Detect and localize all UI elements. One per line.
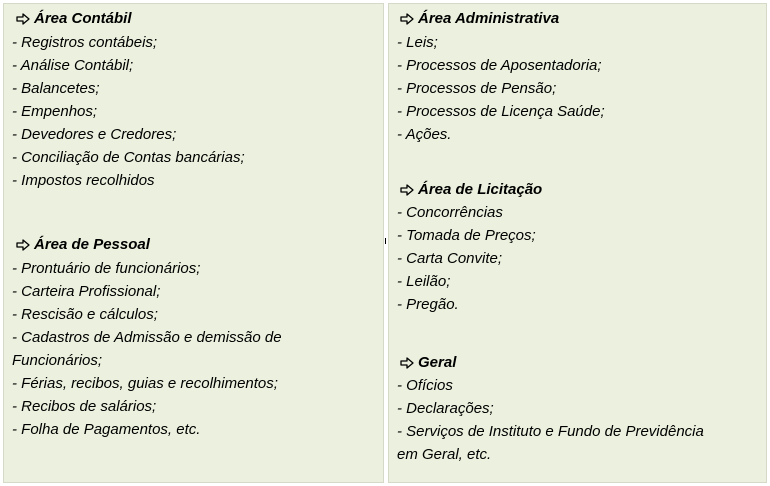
list-item: - Leilão; — [397, 273, 451, 290]
section-title: Área Administrativa — [418, 10, 560, 27]
section-heading — [400, 181, 542, 199]
list-item: - Prontuário de funcionários; — [12, 260, 201, 277]
list-item: - Ações. — [397, 126, 452, 143]
section-heading — [400, 354, 456, 372]
list-item: - Devedores e Credores; — [12, 126, 177, 143]
list-item: - Declarações; — [397, 400, 494, 417]
list-item: em Geral, etc. — [397, 446, 492, 463]
list-item: - Tomada de Preços; — [397, 227, 536, 244]
list-item: - Impostos recolhidos — [12, 172, 155, 189]
list-item: - Rescisão e cálculos; — [12, 306, 158, 323]
list-item: - Carta Convite; — [397, 250, 503, 267]
section-title: Geral — [418, 354, 457, 371]
list-item: - Ofícios — [397, 377, 453, 394]
list-item: - Folha de Pagamentos, etc. — [12, 421, 201, 438]
list-item: Funcionários; — [12, 352, 103, 369]
section-title: Área de Pessoal — [34, 236, 150, 253]
section-heading — [16, 236, 150, 254]
list-item: - Férias, recibos, guias e recolhimentos; — [12, 375, 278, 392]
arrow-right-icon — [400, 354, 418, 372]
arrow-right-icon — [400, 10, 418, 28]
list-item: - Leis; — [397, 34, 438, 51]
list-item: - Processos de Pensão; — [397, 80, 557, 97]
list-item: - Conciliação de Contas bancárias; — [12, 149, 245, 166]
list-item: - Balancetes; — [12, 80, 100, 97]
arrow-right-icon — [16, 236, 34, 254]
list-item: - Processos de Licença Saúde; — [397, 103, 605, 120]
list-item: - Empenhos; — [12, 103, 98, 120]
section-heading — [400, 10, 559, 28]
list-item: - Análise Contábil; — [12, 57, 134, 74]
list-item: - Recibos de salários; — [12, 398, 157, 415]
arrow-right-icon — [400, 181, 418, 199]
list-item: - Cadastros de Admissão e demissão de — [12, 329, 282, 346]
cursor-mark — [385, 238, 386, 244]
section-title: Área de Licitação — [418, 181, 543, 198]
list-item: - Registros contábeis; — [12, 34, 158, 51]
list-item: - Carteira Profissional; — [12, 283, 161, 300]
section-heading — [16, 10, 132, 28]
list-item: - Concorrências — [397, 204, 503, 221]
list-item: - Processos de Aposentadoria; — [397, 57, 602, 74]
section-title: Área Contábil — [34, 10, 132, 27]
arrow-right-icon — [16, 10, 34, 28]
list-item: - Pregão. — [397, 296, 459, 313]
list-item: - Serviços de Instituto e Fundo de Previdência — [397, 423, 704, 440]
